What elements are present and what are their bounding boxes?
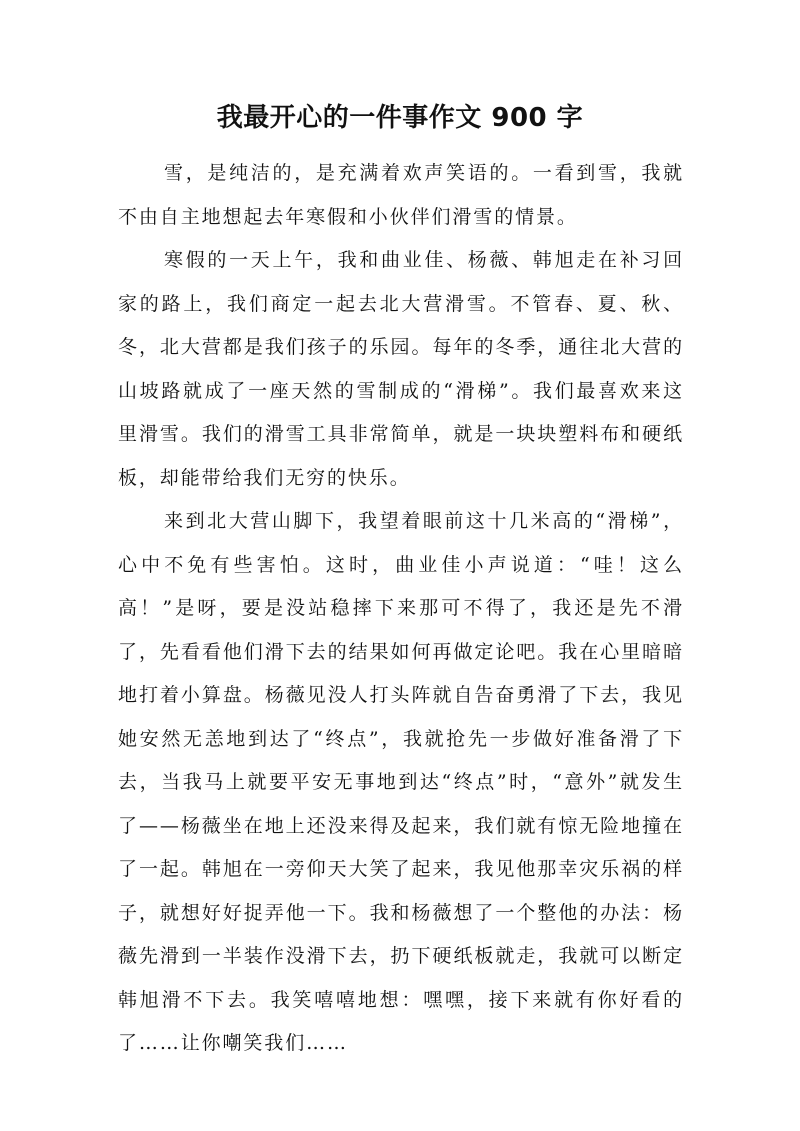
paragraph-3: 来到北大营山脚下，我望着眼前这十几米高的“滑梯”，心中不免有些害怕。这时，曲业佳小声说道：“哇！这么高！”是呀，要是没站稳摔下来那可不得了，我还是先不滑了，先看看他们滑下去的结果如何再做定论吧。我在心里暗暗地打着小算盘。杨薇见没人打头阵就自告奋勇滑了下去，我见她安然无恙地到达了“终点”，我就抢先一步做好准备滑了下去，当我马上就要平安无事地到达“终点”时，“意外”就发生了——杨薇坐在地上还没来得及起来，我们就有惊无险地撞在了一起。韩旭在一旁仰天大笑了起来，我见他那幸灾乐祸的样子，就想好好捉弄他一下。我和杨薇想了一个整他的办法：杨薇先滑到一半装作没滑下去，扔下硬纸板就走，我就可以断定韩旭滑不下去。我笑嘻嘻地想：嘿嘿，接下来就有你好看的了……让你嘲笑我们…… bbox=[118, 510, 684, 1054]
paragraph-2: 寒假的一天上午，我和曲业佳、杨薇、韩旭走在补习回家的路上，我们商定一起去北大营滑雪。不管春、夏、秋、冬，北大营都是我们孩子的乐园。每年的冬季，通往北大营的山坡路就成了一座天然的雪制成的“滑梯”。我们最喜欢来这里滑雪。我们的滑雪工具非常简单，就是一块块塑料布和硬纸板，却能带给我们无穷的快乐。 bbox=[118, 249, 684, 489]
essay-body bbox=[118, 152, 684, 1066]
document-title: 我最开心的一件事作文 900 字 bbox=[216, 103, 584, 133]
paragraph-1: 雪，是纯洁的，是充满着欢声笑语的。一看到雪，我就不由自主地想起去年寒假和小伙伴们滑雪的情景。 bbox=[118, 162, 684, 228]
